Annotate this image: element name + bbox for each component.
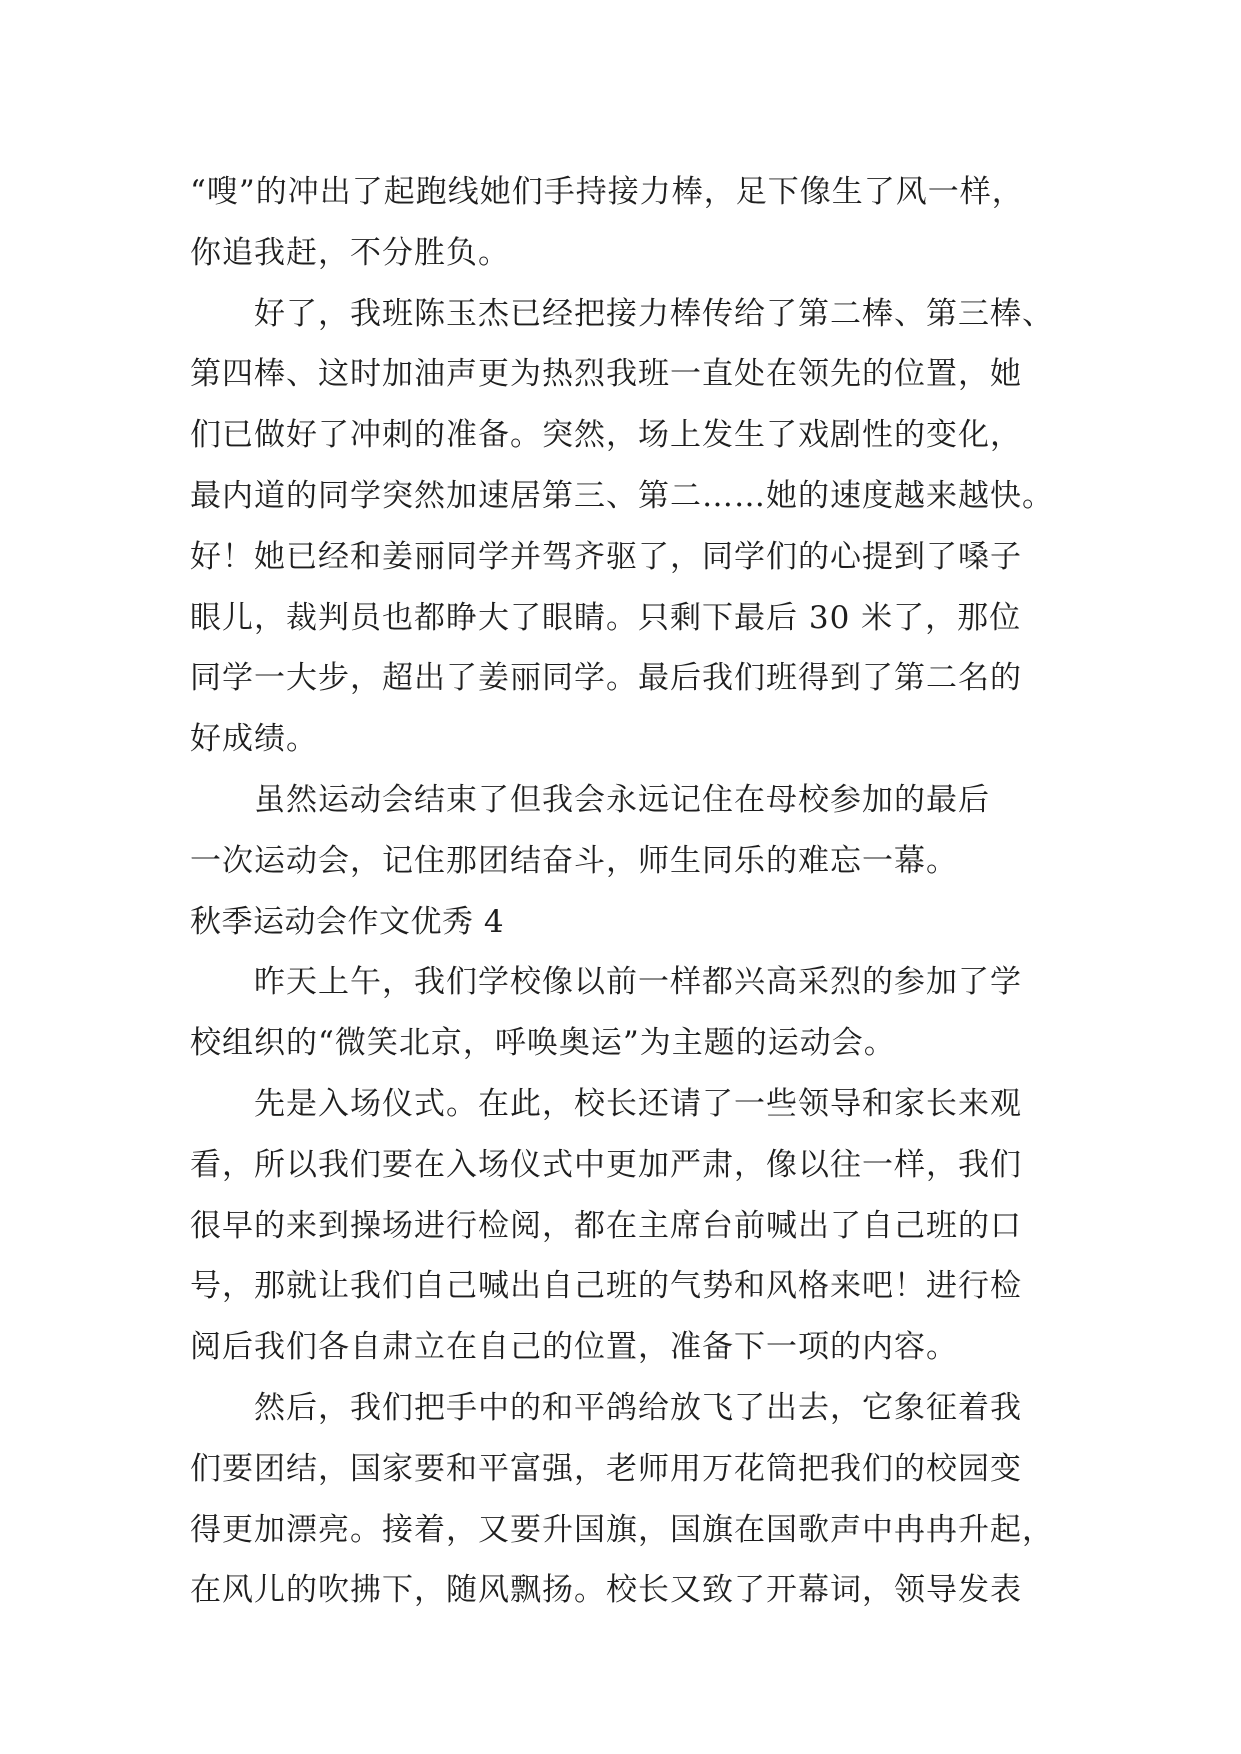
text-line: 们要团结，国家要和平富强，老师用万花筒把我们的校园变: [190, 1450, 1022, 1487]
text-line: 眼儿，裁判员也都睁大了眼睛。只剩下最后 30 米了，那位: [190, 599, 1022, 636]
text-line: 第四棒、这时加油声更为热烈我班一直处在领先的位置，她: [190, 356, 1022, 393]
paragraph-start-line: 好了，我班陈玉杰已经把接力棒传给了第二棒、第三棒、: [254, 295, 1054, 332]
paragraph-start-line: 虽然运动会结束了但我会永远记住在母校参加的最后: [254, 781, 990, 818]
paragraph-start-line: 先是入场仪式。在此，校长还请了一些领导和家长来观: [254, 1085, 1022, 1122]
text-line: 阅后我们各自肃立在自己的位置，准备下一项的内容。: [190, 1329, 958, 1366]
text-line: 好！她已经和姜丽同学并驾齐驱了，同学们的心提到了嗓子: [190, 538, 1022, 575]
text-line: 你追我赶，不分胜负。: [190, 234, 510, 271]
text-line: 同学一大步，超出了姜丽同学。最后我们班得到了第二名的: [190, 660, 1022, 697]
text-line: 最内道的同学突然加速居第三、第二……她的速度越来越快。: [190, 477, 1054, 514]
text-line: “嗖”的冲出了起跑线她们手持接力棒，足下像生了风一样，: [190, 174, 1024, 210]
text-line: 很早的来到操场进行检阅，都在主席台前喊出了自己班的口: [190, 1207, 1022, 1244]
paragraph-start-line: 然后，我们把手中的和平鸽给放飞了出去，它象征着我: [254, 1389, 1022, 1426]
text-line: 一次运动会，记住那团结奋斗，师生同乐的难忘一幕。: [190, 842, 958, 879]
text-line: 号，那就让我们自己喊出自己班的气势和风格来吧！进行检: [190, 1268, 1022, 1305]
text-line: 校组织的“微笑北京，呼唤奥运”为主题的运动会。: [190, 1025, 896, 1062]
paragraph-start-line: 昨天上午，我们学校像以前一样都兴高采烈的参加了学: [254, 964, 1022, 1001]
section-heading: 秋季运动会作文优秀 4: [190, 903, 505, 940]
document-body: [190, 162, 1060, 1621]
text-line: 好成绩。: [190, 721, 318, 758]
text-line: 看，所以我们要在入场仪式中更加严肃，像以往一样，我们: [190, 1146, 1022, 1183]
text-line: 在风儿的吹拂下，随风飘扬。校长又致了开幕词，领导发表: [190, 1572, 1022, 1609]
text-line: 们已做好了冲刺的准备。突然，场上发生了戏剧性的变化，: [190, 417, 1022, 454]
text-line: 得更加漂亮。接着，又要升国旗，国旗在国歌声中冉冉升起，: [190, 1511, 1054, 1548]
